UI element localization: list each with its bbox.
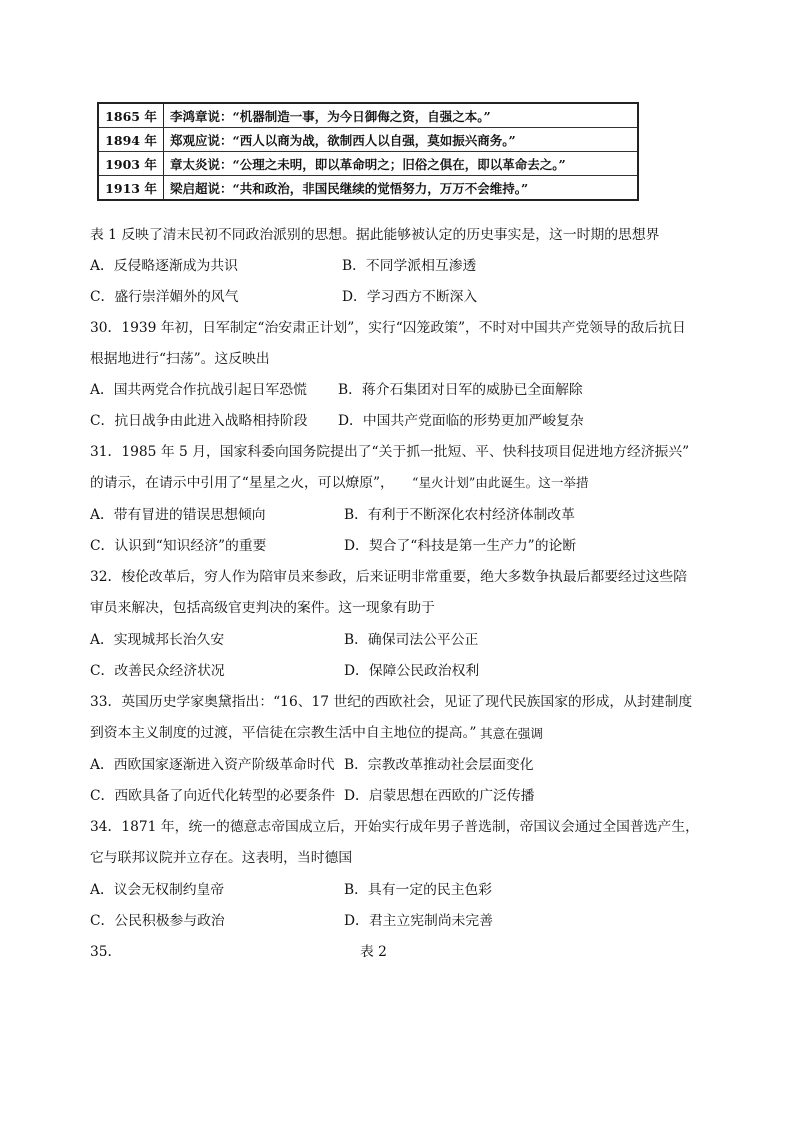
q33-stem-line2a: 到资本主义制度的过渡，平信徒在宗教生活中自主地位的提高。” (90, 725, 477, 741)
q31-option-d: D．契合了“科技是第一生产力”的论断 (344, 538, 577, 554)
table-quote: 郑观应说：“西人以商为战，欲制西人以自强，莫如振兴商务。” (164, 128, 639, 152)
table-2-caption: 表 2 (360, 944, 387, 960)
q30-option-d: D．中国共产党面临的形势更加严峻复杂 (338, 413, 584, 429)
q30-option-c: C．抗日战争由此进入战略相持阶段 (90, 413, 308, 429)
q30-stem-line2: 根据地进行“扫荡”。这反映出 (90, 351, 270, 367)
q30-option-b: B．蒋介石集团对日军的威胁已全面解除 (338, 382, 583, 398)
table-year: 1913 年 (98, 176, 164, 201)
q34-option-d: D．君主立宪制尚未完善 (344, 913, 494, 929)
q34-option-a: A．议会无权制约皇帝 (90, 882, 225, 898)
q32-option-c: C．改善民众经济状况 (90, 663, 225, 679)
q32-stem-line2: 审员来解决，包括高级官吏判决的案件。这一现象有助于 (90, 600, 435, 616)
table-quote: 章太炎说：“公理之未明，即以革命明之；旧俗之俱在，即以革命去之。” (164, 152, 639, 176)
q29-option-d: D．学习西方不断深入 (342, 289, 478, 305)
table-row (98, 152, 638, 176)
q29-stem: 表 1 反映了清末民初不同政治派别的思想。据此能够被认定的历史事实是，这一时期的思想界 (90, 227, 660, 243)
table-quote: 梁启超说：“共和政治，非国民继续的觉悟努力，万万不会维持。” (164, 176, 639, 201)
q33-option-b: B．宗教改革推动社会层面变化 (344, 757, 534, 773)
q31-option-a: A．带有冒进的错误思想倾向 (90, 507, 266, 523)
q31-stem-line1: 31．1985 年 5 月，国家科委向国务院提出了“关于抓一批短、平、快科技项目促进地方经济振兴” (90, 444, 690, 460)
q35-number: 35． (90, 944, 122, 960)
table-row (98, 128, 638, 152)
q32-stem-line1: 32．梭伦改革后，穷人作为陪审员来参政，后来证明非常重要，绝大多数争执最后都要经过这些陪 (90, 569, 688, 585)
q32-option-d: D．保障公民政治权利 (344, 663, 480, 679)
table-row (98, 176, 638, 201)
q34-stem-line1: 34．1871 年，统一的德意志帝国成立后，开始实行成年男子普选制，帝国议会通过全国普选产生， (90, 819, 699, 835)
table-quote: 李鸿章说：“机器制造一事，为今日御侮之资，自强之本。” (164, 103, 639, 128)
q29-option-c: C．盛行崇洋媚外的风气 (90, 289, 239, 305)
q31-option-c: C．认识到“知识经济”的重要 (90, 538, 267, 554)
q30-stem-line1: 30．1939 年初，日军制定“治安肃正计划”，实行“囚笼政策”，不时对中国共产党领导的敌后抗日 (90, 320, 686, 336)
q32-option-b: B．确保司法公平公正 (344, 632, 479, 648)
q33-option-d: D．启蒙思想在西欧的广泛传播 (344, 788, 535, 804)
table-year: 1894 年 (98, 128, 164, 152)
q31-option-b: B．有利于不断深化农村经济体制改革 (344, 507, 575, 523)
q31-stem-line2a: 的请示，在请示中引用了“星星之火，可以燎原”， (90, 475, 394, 491)
table-1 (97, 102, 639, 201)
q31-stem-line2b: “星火计划”由此诞生。这一举措 (412, 475, 589, 490)
q33-option-a: A．西欧国家逐渐进入资产阶级革命时代 (90, 757, 335, 773)
table-row (98, 103, 638, 128)
q29-option-a: A．反侵略逐渐成为共识 (90, 258, 238, 274)
q29-option-b: B．不同学派相互渗透 (342, 258, 477, 274)
table-year: 1903 年 (98, 152, 164, 176)
q32-option-a: A．实现城邦长治久安 (90, 632, 225, 648)
q34-option-b: B．具有一定的民主色彩 (344, 882, 493, 898)
q33-stem-line2b: 其意在强调 (480, 726, 543, 741)
q34-option-c: C．公民积极参与政治 (90, 913, 225, 929)
q30-option-a: A．国共两党合作抗战引起日军恐慌 (90, 382, 307, 398)
q34-stem-line2: 它与联邦议院并立存在。这表明，当时德国 (90, 850, 353, 866)
q33-option-c: C．西欧具备了向近代化转型的必要条件 (90, 788, 336, 804)
q33-stem-line1: 33．英国历史学家奥黛指出：“16、17 世纪的西欧社会，见证了现代民族国家的形成，从封建制度 (90, 694, 693, 710)
table-year: 1865 年 (98, 103, 164, 128)
